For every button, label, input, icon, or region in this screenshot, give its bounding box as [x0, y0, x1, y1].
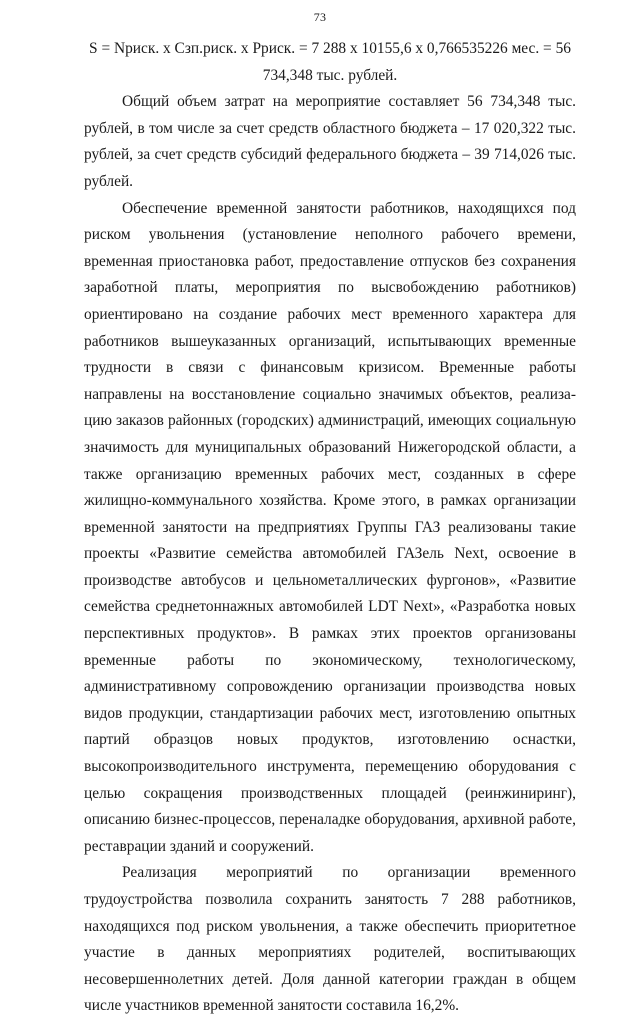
cost-formula-line-1: S = Nриск. х Сзп.риск. х Рриск. = 7 288 х 10155,6 х 0,766535226 мес. = 56: [89, 40, 571, 57]
cost-formula-line-2: 734,348 тыс. рублей.: [262, 66, 398, 84]
paragraph-temporary-employment: Обеспечение временной занятости работников, находящихся под риском увольнения (установление неполного рабочего времени, временная приостановка работ, предоставление отпусков без сохранения заработной платы, мероприятия по высвобождению работников) ориентировано на создание рабочих мест временного характера для работников вышеуказанных организаций, испытывающих временные трудности в связи с финансовым кризисом. Временные работы направлены на восстановление социально значимых объектов, реализацию заказов районных (городских) администраций, имеющих социальную значимость для муниципальных образований Нижегородской области, а также организацию временных рабочих мест, созданных в сфере жилищно-коммунального хозяйства. Кроме этого, в рамках организации временной занятости на предприятиях Группы ГАЗ реализованы такие проекты «Развитие семейства автомобилей ГАЗель Next, освоение в производстве автобусов и цельнометаллических фургонов», «Развитие семейства среднетоннажных автомобилей LDT Next», «Разработка новых перспективных продуктов». В рамках этих проектов организованы временные работы по экономическому, технологическому, административному сопровождению организации производства новых видов продукции, стандартизации рабочих мест, изготовлению опытных партий образцов новых продуктов, изготовлению оснастки, высокопроизводительного инструмента, перемещению оборудования с целью сокращения производственных площадей (реинжиниринг), описанию бизнес-процессов, переналадке оборудования, архивной работе, реставрации зданий и сооружений.: [84, 199, 576, 855]
paragraph-results: Реализация мероприятий по организации временного трудоустройства позволила сохранить занятость 7 288 работников, находящихся под риском увольнения, а также обеспечить приоритетное участие в данных мероприятиях родителей, воспитывающих несовершеннолетних детей. Доля данной категории граждан в общем числе участников временной занятости составила 16,2%.: [84, 864, 576, 1015]
paragraph-total-cost: Общий объем затрат на мероприятие составляет 56 734,348 тыс. рублей, в том числе за счет средств областного бюджета – 17 020,322 тыс. рублей, за счет средств субсидий федерального бюджета – 39 714,026 тыс. рублей.: [84, 93, 576, 190]
page-number: 73: [313, 10, 327, 24]
document-body: [84, 36, 576, 1020]
